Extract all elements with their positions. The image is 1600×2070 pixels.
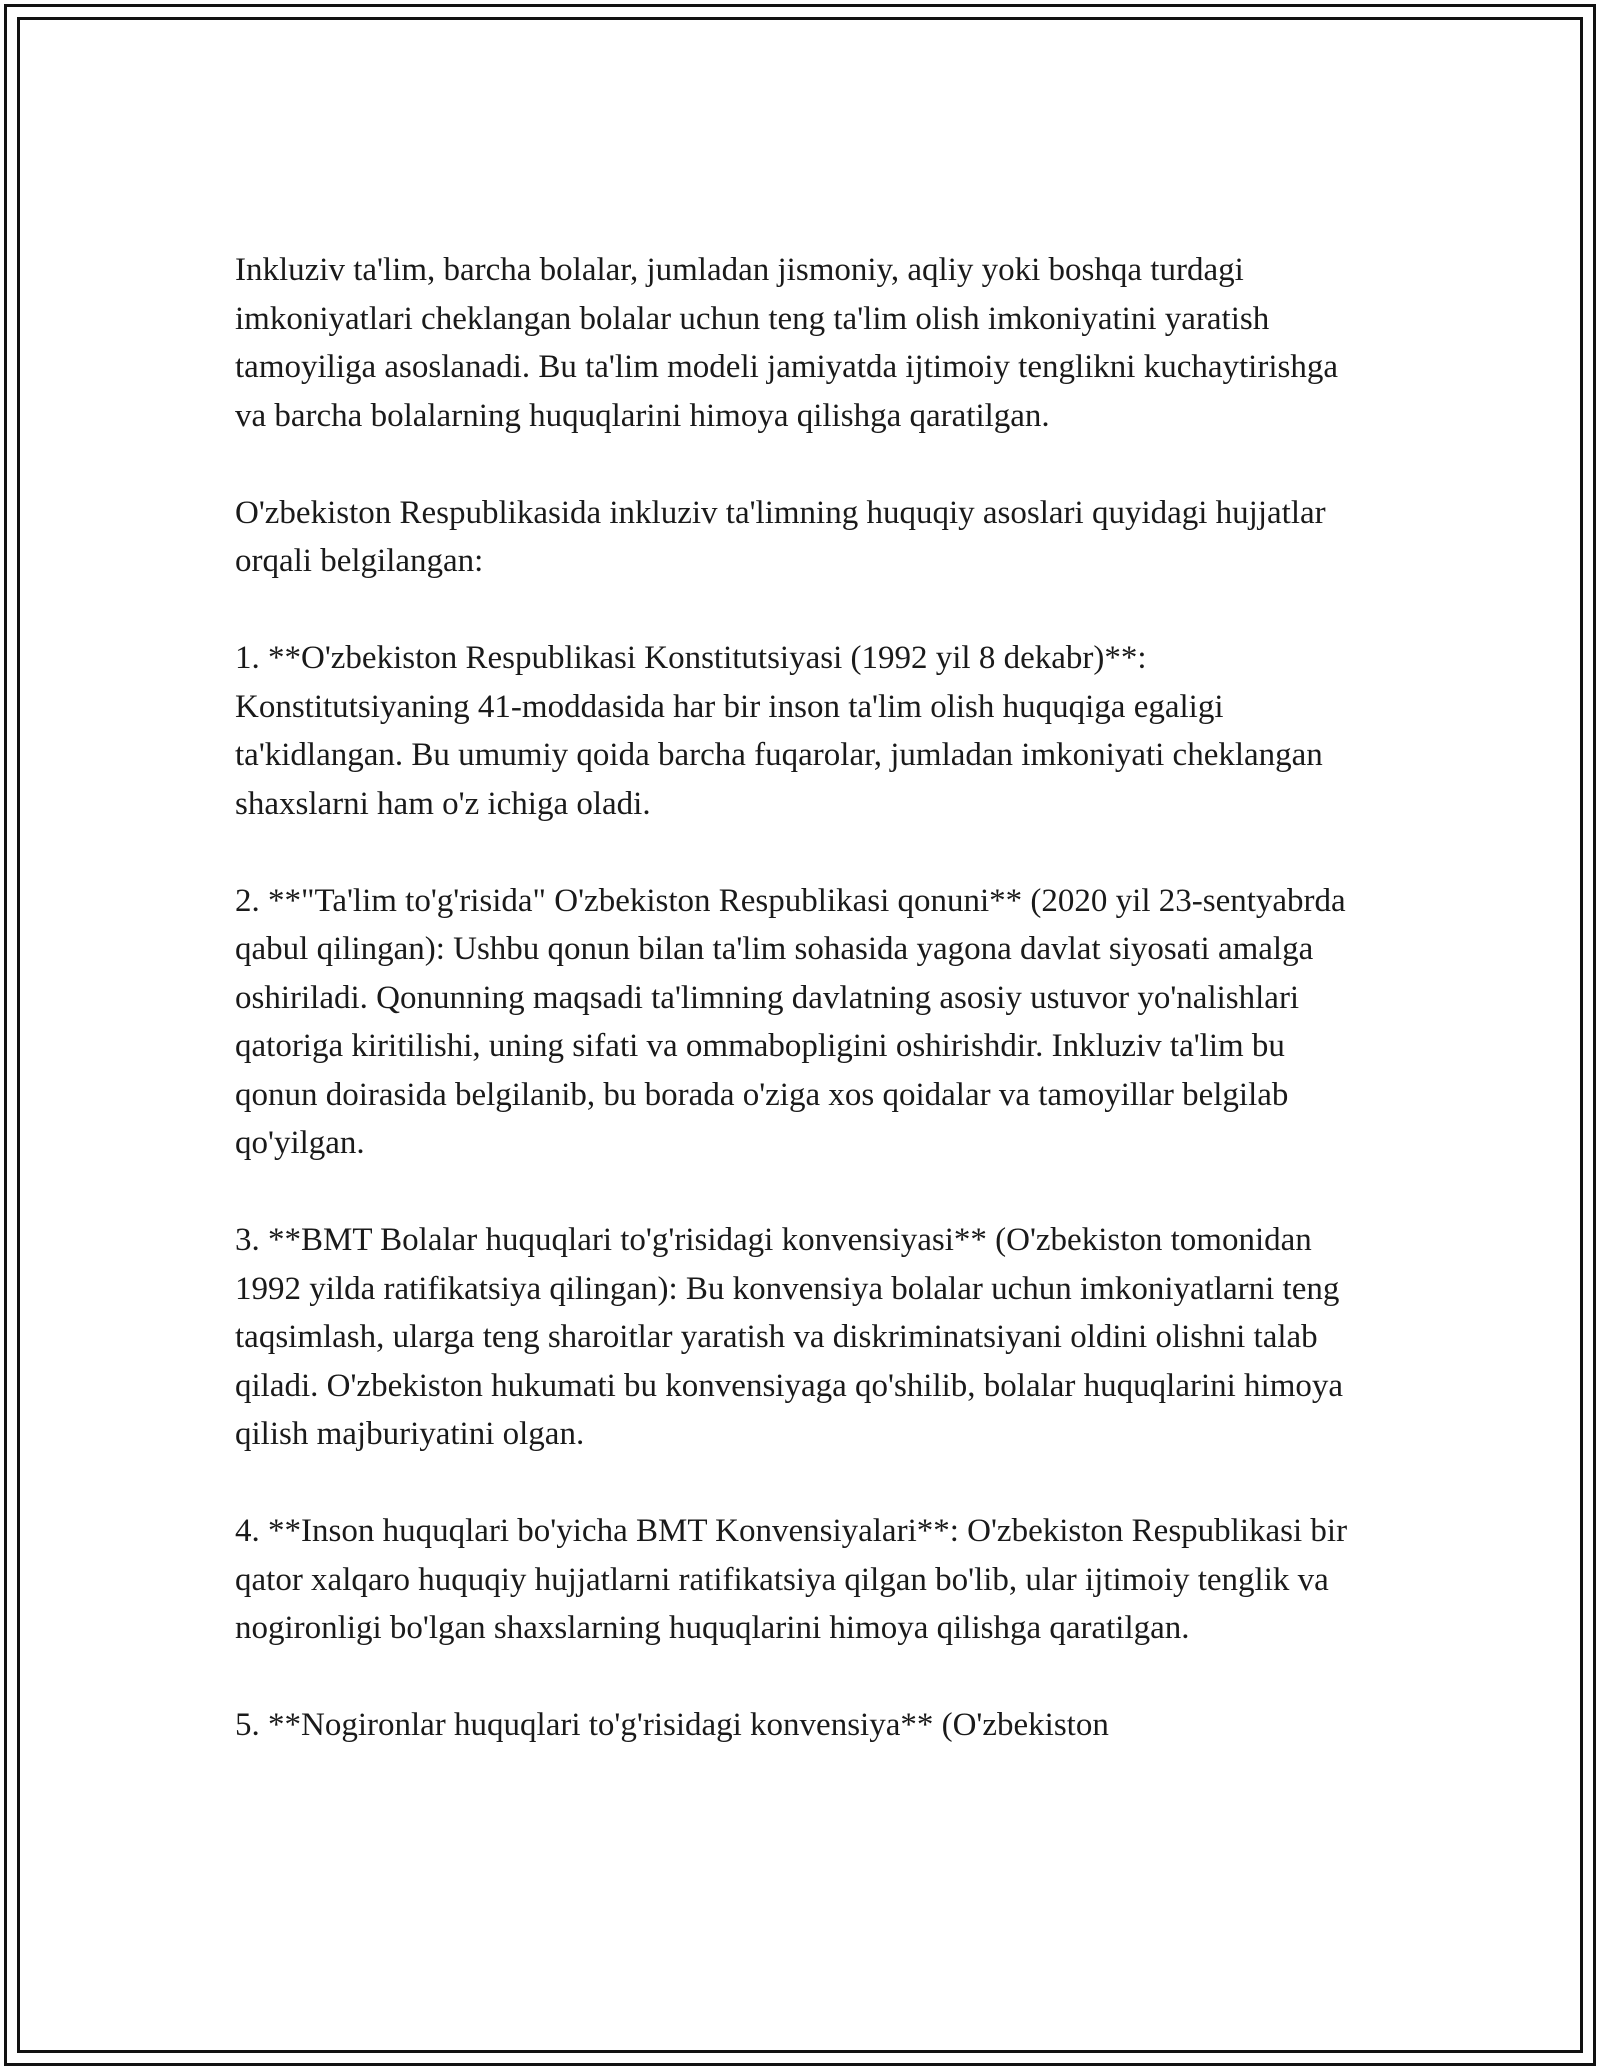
list-item-constitution: 1. **O'zbekiston Respublikasi Konstitutsiyasi (1992 yil 8 dekabr)**: Konstitutsiyaning 41-moddasida har bir inson ta'lim olish huquqiga egaligi ta'kidlangan. Bu umumiy qoida barcha fuqarolar, jumladan imkoniyati cheklangan shaxslarni ham o'z ichiga oladi.: [235, 640, 1323, 822]
legal-basis-paragraph: O'zbekiston Respublikasida inkluziv ta'limning huquqiy asoslari quyidagi hujjatlar orqali belgilangan:: [235, 494, 1326, 579]
list-item-child-rights-convention: 3. **BMT Bolalar huquqlari to'g'risidagi konvensiyasi** (O'zbekiston tomonidan 1992 yilda ratifikatsiya qilingan): Bu konvensiya bolalar uchun imkoniyatlarni teng taqsimlash, ularga teng sharoitlar yaratish va diskriminatsiyani oldini olishni talab qiladi. O'zbekiston hukumati bu konvensiyaga qo'shilib, bolalar huquqlarini himoya qilish majburiyatini olgan.: [235, 1222, 1344, 1452]
intro-paragraph: Inkluziv ta'lim, barcha bolalar, jumladan jismoniy, aqliy yoki boshqa turdagi imkoniyatlari cheklangan bolalar uchun teng ta'lim olish imkoniyatini yaratish tamoyiliga asoslanadi. Bu ta'lim modeli jamiyatda ijtimoiy tenglikni kuchaytirishga va barcha bolalarning huquqlarini himoya qilishga qaratilgan.: [235, 252, 1339, 434]
list-item-human-rights-conventions: 4. **Inson huquqlari bo'yicha BMT Konvensiyalari**: O'zbekiston Respublikasi bir qator xalqaro huquqiy hujjatlarni ratifikatsiya qilgan bo'lib, ular ijtimoiy tenglik va nogironligi bo'lgan shaxslarning huquqlarini himoya qilishga qaratilgan.: [235, 1513, 1348, 1646]
list-item-education-law: 2. **"Ta'lim to'g'risida" O'zbekiston Respublikasi qonuni** (2020 yil 23-sentyabrda qabul qilingan): Ushbu qonun bilan ta'lim sohasida yagona davlat siyosati amalga oshiriladi. Qonunning maqsadi ta'limning davlatning asosiy ustuvor yo'nalishlari qatoriga kiritilishi, uning sifati va ommabopligini oshirishdir. Inkluziv ta'lim bu qonun doirasida belgilanib, bu borada o'ziga xos qoidalar va tamoyillar belgilab qo'yilgan.: [235, 882, 1346, 1161]
list-item-disability-rights-convention: 5. **Nogironlar huquqlari to'g'risidagi konvensiya** (O'zbekiston: [235, 1707, 1109, 1743]
document-body: [235, 246, 1365, 1750]
